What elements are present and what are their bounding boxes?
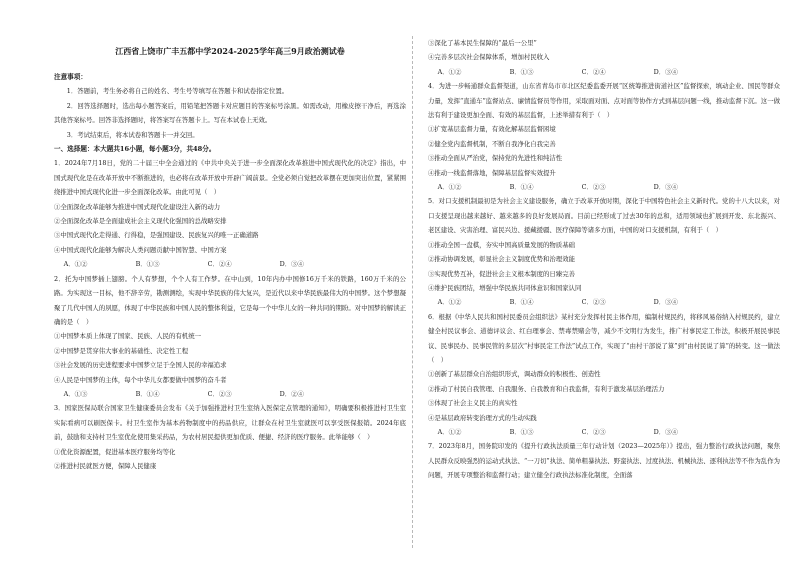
choice-d: D．③④ [653, 67, 678, 76]
question-7 [428, 439, 780, 482]
section-heading: 一、选择题：本大题共16小题，每小题3分，共48分。 [54, 145, 216, 154]
question-1 [54, 156, 406, 271]
option: ②推进村民就医方便，保障人民健康 [54, 461, 157, 470]
question-5 [428, 194, 780, 309]
choice-a: A．①③ [63, 389, 88, 398]
choice-d: D．③④ [653, 298, 678, 307]
question-stem: 3．国家医保局联合国家卫生健康委员会发布《关于加强推进村卫生室纳入医保定点管理的通知》，明确要积极推进村卫生室实际看病可以刷医保卡。村卫生室作为基本药物制度中的药品供应，让群众在村卫生室就医可以享受医保报销。2024年底前，鼓励和支持村卫生室优化使用集采药品，为农村居民提供更加优质、便捷、经济的医疗服务。此举能够（ ） [54, 404, 406, 442]
answer-choices [54, 257, 406, 271]
choice-b: B．①④ [509, 298, 534, 307]
choice-b: B．①③ [509, 67, 534, 76]
answer-choices [428, 180, 780, 194]
option: ②健全党内监督机制，不断自我净化自我完善 [428, 139, 556, 148]
question-stem: 5．对口支援机制最初是为社会主义建设服务，确立于改革开放时期，深化于中国特色社会主义新时代。党的十八大以来，对口支援呈现出越来越好、越来越多的良好发展局面。目前已经形成了过去30年的总和，适用领域也扩展到开发、东北振兴、老区建设、灾害治理、富民兴边、援藏援疆、医疗保障等诸多方面，中国的对口支援机制，有利于（ ） [428, 197, 780, 235]
choice-b: B．①③ [509, 427, 534, 436]
choice-c: C．②④ [207, 260, 232, 269]
option: ①创新了基层群众自治组织形式，调动群众的积极性、创造性 [428, 370, 601, 379]
option: ④推动一线监督落地，保障基层监督实效提升 [428, 168, 556, 177]
choice-a: A．①② [437, 298, 462, 307]
notice-item: 3．考试结束后，将本试卷和答题卡一并交回。 [66, 130, 199, 139]
choice-a: A．①② [437, 183, 462, 192]
choice-d: D．③④ [653, 183, 678, 192]
question-3 [54, 401, 406, 473]
notice-item: 1．答题前，考生务必将自己的姓名、考生号等填写在答题卡和试卷指定位置。 [66, 87, 289, 96]
choice-b: B．①④ [135, 389, 160, 398]
option: ③推动全面从严治党，保持党的先进性和纯洁性 [428, 154, 563, 163]
column-divider [412, 36, 413, 548]
question-6 [428, 310, 780, 440]
choice-a: A．①② [437, 427, 462, 436]
option: ④人民是中国梦的主体，每个中华儿女都要做中国梦的奋斗者 [54, 375, 227, 384]
answer-choices [54, 387, 406, 401]
option: ②全面深化改革是全面建成社会主义现代化强国的总战略安排 [54, 217, 227, 226]
answer-choices [428, 65, 780, 79]
choice-d: D．③④ [653, 427, 678, 436]
question-stem: 2．托为中国梦插上翅膀。个人有梦想，个个人有工作梦。在中山到，10年内办中国修16万千米的铁路，160万千米的公路。为实现这一目标，他不辞辛劳，勘测测绘，实现中华民族的伟大复兴，是近代以来中华民族最伟大的中国梦。这个梦想凝聚了几代中国人的夙愿，体现了中华民族和中国人民的整体利益，它是每一个中华儿女的一种共同的期盼。对中国梦的解读正确的是（ ） [54, 274, 406, 326]
option: ③社会发展的历史进程要求中国梦立足于全国人民的幸福追求 [54, 361, 227, 370]
choice-d: D．③④ [279, 260, 304, 269]
option: ②推动协调发展，彰显社会主义制度优势和治理效能 [428, 255, 575, 264]
choice-c: C．②③ [207, 389, 232, 398]
option: ④中国式现代化能够为解决人类问题贡献中国智慧、中国方案 [54, 245, 227, 254]
option: ②推动了村民自我管理、自我服务、自我教育和自我监督，有利于激发基层治理活力 [428, 384, 665, 393]
choice-c: C．②③ [581, 427, 606, 436]
left-column [54, 38, 406, 473]
choice-c: C．②④ [581, 67, 606, 76]
option: ①推动全国一盘棋，夯实中国高质量发展的物质基础 [428, 240, 575, 249]
option: ①优化资源配置，促进基本医疗服务均等化 [54, 447, 176, 456]
option: ④是基层政府转变治理方式的生动实践 [428, 413, 537, 422]
option: ③中国式现代化走得通、行得稳，是强国建设、民族复兴的唯一正确道路 [54, 231, 259, 240]
question-stem: 1．2024年7月18日，党的二十届三中全会通过的《中共中央关于进一步全面深化改革推进中国式现代化的决定》指出，中国式现代化是在改革开放中不断推进的，也必将在改革开放中开辟广阔前景。全党必须自觉把改革摆在更加突出位置，紧紧围绕推进中国式现代化进一步全面深化改革。由此可见（ ） [54, 159, 406, 197]
option: ②中国梦是贯穿伟大事业的基础性、决定性工程 [54, 346, 189, 355]
right-column [428, 36, 780, 483]
choice-d: D．②④ [279, 389, 304, 398]
choice-a: A．①② [437, 67, 462, 76]
question-4 [428, 79, 780, 194]
notice-heading: 注意事项： [54, 73, 87, 81]
option: ①中国梦本质上体现了国家、民族、人民的有机统一 [54, 332, 201, 341]
option: ③深化了基本民生保障的“最后一公里” [428, 39, 537, 47]
question-stem: 6．根据《中华人民共和国村民委员会组织法》某村充分发挥村民主体作用，编制村规民约，将移风易俗纳入村规民约，建立健全村民议事会、道德评议会、红白理事会、禁毒禁赌会等，减少不文明行为发生，推广村事民定工作法，积极开展民事民议、民事民办、民事民管的多层次“村事民定工作法”试点工作，实现了“由村干部说了算”到“由村民说了算”的转变。这一做法（ ） [428, 312, 780, 364]
choice-c: C．②③ [581, 183, 606, 192]
choice-c: C．②③ [581, 298, 606, 307]
option: ③实现优势互补，促进社会主义根本制度的日臻完善 [428, 269, 575, 278]
answer-choices [428, 425, 780, 439]
option: ④维护民族团结，增强中华民族共同体意识和国家认同 [428, 283, 582, 292]
question-stem: 7．2023年8月，国务院印发的《提升行政执法质量三年行动计划（2023—2025年）》提出，强力整治行政执法问题，聚焦人民群众反映强烈的运动式执法、“一刀切”执法、简单粗暴执法、野蛮执法、过度执法、机械执法、逐利执法等不作为乱作为问题，开展专项整治和监督行动；建立健全行政执法标准化制度，全面落 [428, 442, 780, 480]
question-2 [54, 272, 406, 402]
option: ③体现了社会主义民主的真实性 [428, 399, 518, 408]
choice-a: A．①② [63, 260, 88, 269]
choice-b: B．①④ [509, 183, 534, 192]
answer-choices [428, 295, 780, 309]
notice-item: 2．回答选择题时，选出每小题答案后，用铅笔把答题卡对应题目的答案标号涂黑。如需改动，用橡皮擦干净后，再选涂其他答案标号。回答非选择题时，将答案写在答题卡上。写在本试卷上无效。 [54, 101, 406, 125]
choice-b: B．①③ [135, 260, 160, 269]
option: ④完善多层次社会保障体系，增加村民收入 [428, 53, 550, 62]
option: ①扩宽基层监督力量，有效化解基层监督困境 [428, 125, 556, 134]
question-stem: 4．为进一步畅通群众监督渠道，山东省青岛市市北区纪委监委开展“区统筹推进街道社区”监督探索，填动企业、国民等群众力量，发挥“直通车”监督站点、廉情监督员等作用，采取面对面、点对面等协作方式到基层问题一线，推动监督下沉。这一做法有利于建设更加全面、有效的基层监督，上述举措有利于（ ） [428, 82, 780, 120]
exam-title: 江西省上饶市广丰五都中学2024-2025学年高三9月政治测试卷 [115, 46, 345, 56]
option: ①全面深化改革能够为推进中国式现代化建设注入新的动力 [54, 202, 221, 211]
